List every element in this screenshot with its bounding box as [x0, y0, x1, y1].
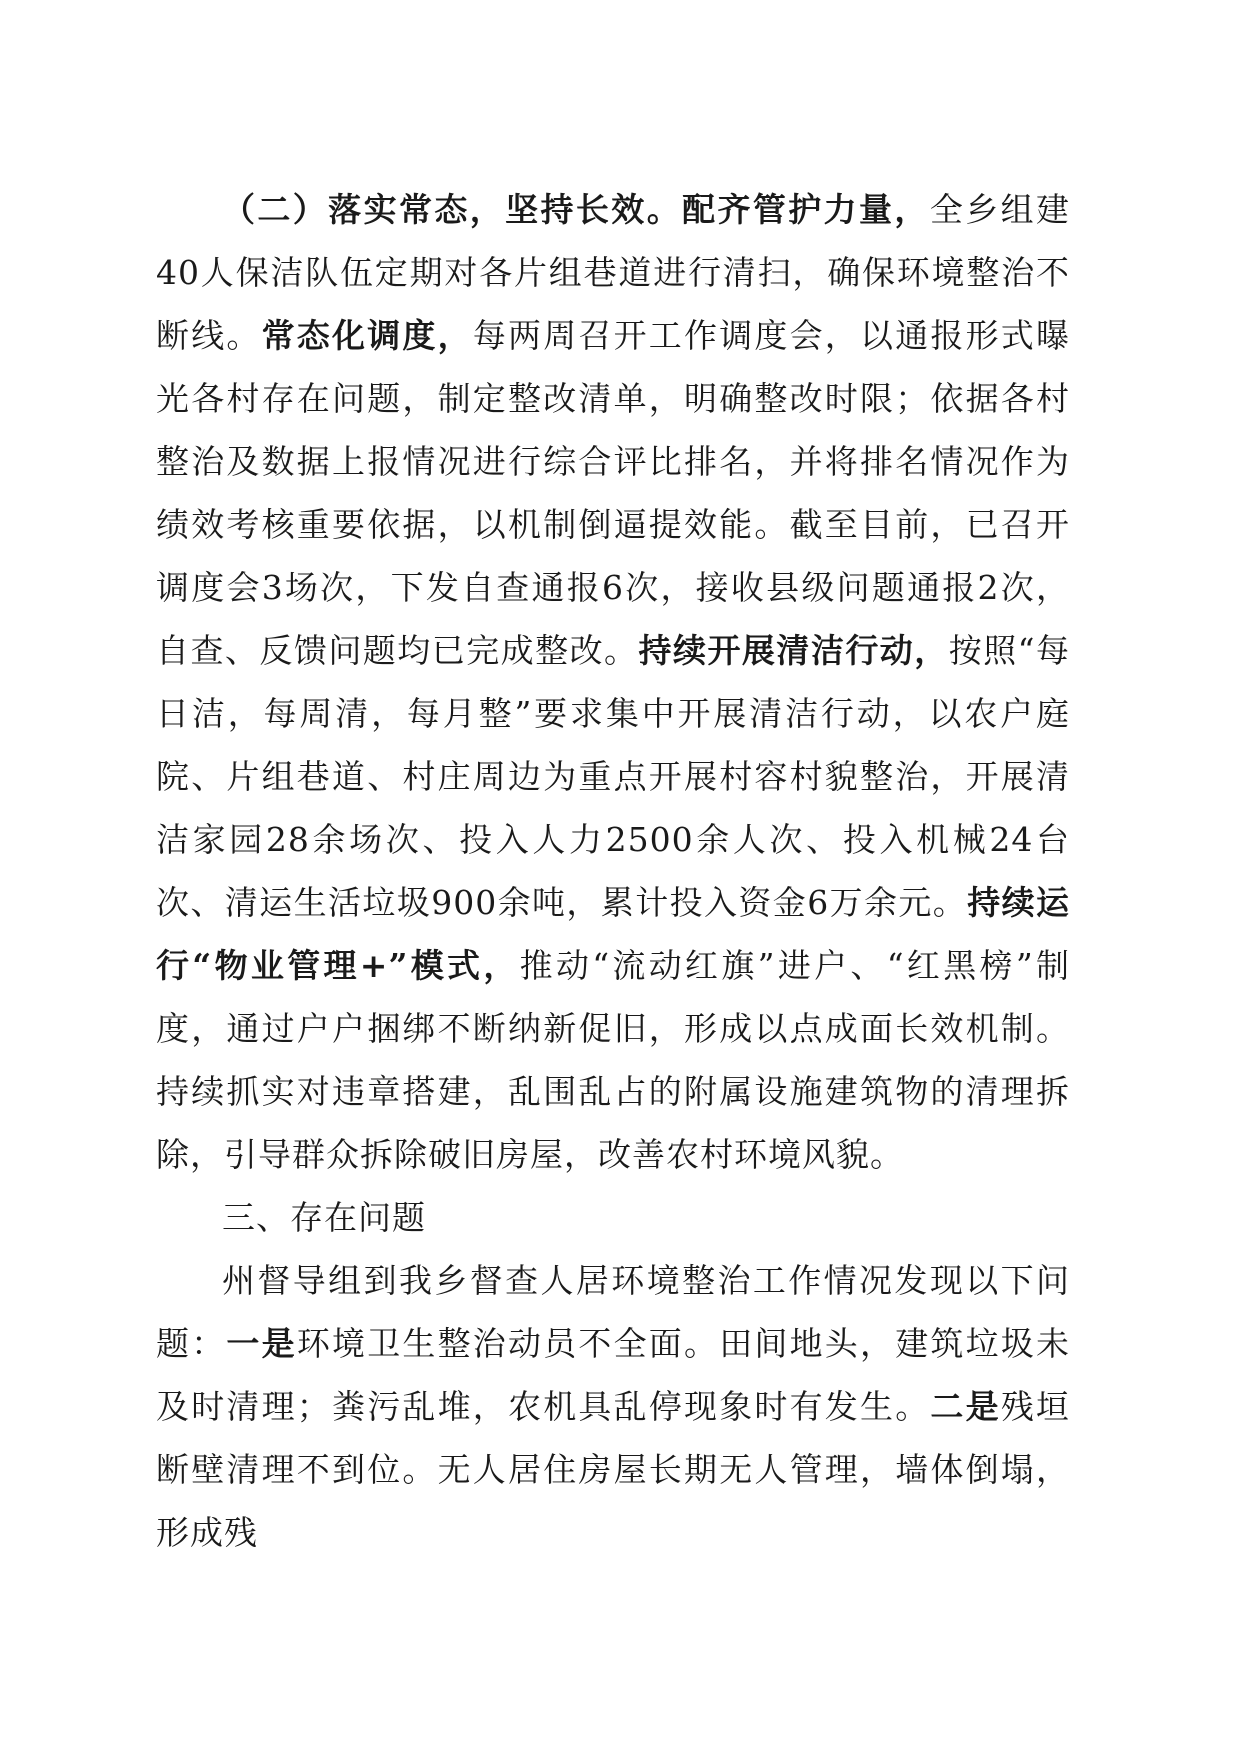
text-property-model: 推动“流动红旗”进户、“红黑榜”制度，通过户户捆绑不断纳新促旧，形成以点成面长效机制。持续抓实对违章搭建，乱围乱占的附属设施建筑物的清理拆除，引导群众拆除破旧房屋，改善农村环境风貌。	[156, 946, 1070, 1174]
text-problem-one: 环境卫生整治动员不全面。田间地头，建筑垃圾未及时清理；粪污乱堆，农机具乱停现象时有发生。	[156, 1324, 1071, 1426]
paragraph-problems	[156, 1249, 1070, 1564]
bold-second: 二是	[930, 1387, 1001, 1426]
bold-heading-property-model: 持续运行“物业管理+”模式，	[156, 883, 1071, 985]
document-page	[156, 178, 1070, 1564]
bold-heading-cleaning: 持续开展清洁行动，	[638, 631, 949, 670]
text-problems-intro: 州督导组到我乡督查人居环境整治工作情况发现以下问题：	[156, 1261, 1070, 1363]
text-staffing: 全乡组建40人保洁队伍定期对各片组巷道进行清扫，确保环境整治不断线。	[156, 190, 1071, 355]
text-cleaning: 按照“每日洁，每周清，每月整”要求集中开展清洁行动，以农户庭院、片组巷道、村庄周边为重点开展村容村貌整治，开展清洁家园28余场次、投入人力2500余人次、投入机械24台次、清运生活垃圾900余吨，累计投入资金6万余元。	[156, 631, 1071, 922]
bold-heading-scheduling: 常态化调度，	[261, 316, 473, 355]
bold-heading-staffing: （二）落实常态，坚持长效。配齐管护力量，	[222, 190, 930, 229]
paragraph-practice-long-term	[156, 178, 1070, 1186]
bold-first: 一是	[226, 1324, 297, 1363]
text-problem-two: 残垣断壁清理不到位。无人居住房屋长期无人管理，墙体倒塌，形成残	[156, 1387, 1071, 1552]
text-scheduling: 每两周召开工作调度会，以通报形式曝光各村存在问题，制定整改清单，明确整改时限；依据各村整治及数据上报情况进行综合评比排名，并将排名情况作为绩效考核重要依据，以机制倒逼提效能。截至目前，已召开调度会3场次，下发自查通报6次，接收县级问题通报2次，自查、反馈问题均已完成整改。	[156, 316, 1071, 670]
section-heading-problems: 三、存在问题	[222, 1198, 426, 1237]
